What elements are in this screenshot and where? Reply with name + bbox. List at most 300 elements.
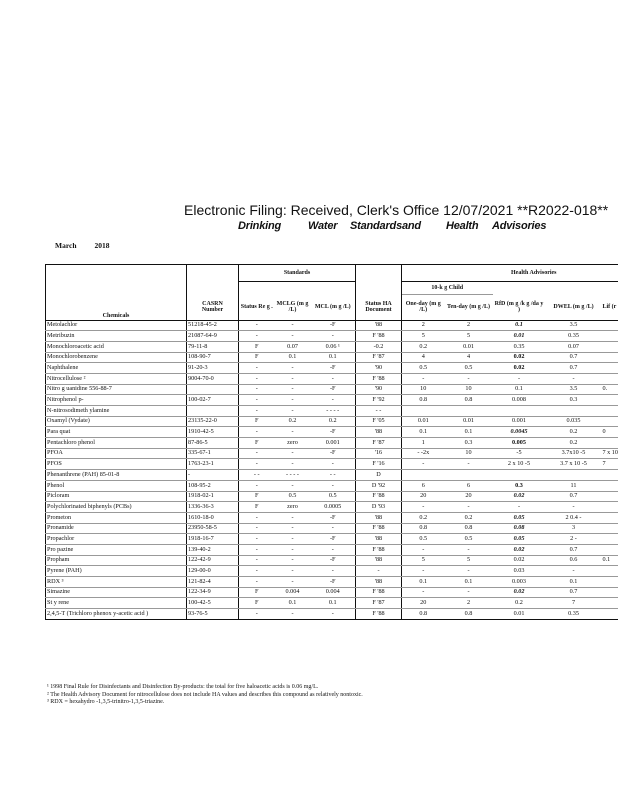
- cell-rfd: 0.02: [493, 491, 546, 502]
- cell-rfd: 0.02: [493, 352, 546, 363]
- cell-mcl: 0.001: [311, 438, 356, 449]
- cell-one-day: -: [402, 566, 445, 577]
- cell-mclg: -: [275, 406, 311, 417]
- header-blank: [546, 282, 602, 295]
- cell-mcl: 0.0005: [311, 502, 356, 513]
- cell-chemical: N-nitrosodimeth ylamine: [46, 406, 187, 417]
- cell-mclg: - - - -: [275, 470, 311, 481]
- cell-rfd: [493, 406, 546, 417]
- cell-mcl: 0.004: [311, 587, 356, 598]
- cell-mclg: 0.1: [275, 598, 311, 609]
- cell-mcl: 0.1: [311, 352, 356, 363]
- cell-mclg: -: [275, 577, 311, 588]
- cell-ten-day: 5: [445, 555, 493, 566]
- cell-status-reg: F: [239, 587, 275, 598]
- cell-one-day: - -2x: [402, 448, 445, 459]
- cell-status-ha: '90: [356, 363, 402, 374]
- cell-status-ha: '88: [356, 427, 402, 438]
- cell-lifetime: [602, 512, 618, 523]
- cell-status-reg: -: [239, 331, 275, 342]
- cell-mclg: -: [275, 523, 311, 534]
- cell-mclg: -: [275, 544, 311, 555]
- cell-ten-day: -: [445, 544, 493, 555]
- table-row: [46, 427, 618, 438]
- cell-ten-day: 0.1: [445, 577, 493, 588]
- cell-dwel: [546, 470, 602, 481]
- header-child: 10-k g Child: [402, 282, 493, 295]
- cell-ten-day: 0.8: [445, 523, 493, 534]
- cell-dwel: 2 -: [546, 534, 602, 545]
- cell-chemical: Picloram: [46, 491, 187, 502]
- table-row: [46, 384, 618, 395]
- cell-mclg: 0.5: [275, 491, 311, 502]
- cell-rfd: 0.35: [493, 341, 546, 352]
- subtitle-word: Health: [446, 220, 479, 232]
- cell-mcl: -: [311, 395, 356, 406]
- cell-ten-day: 0.8: [445, 609, 493, 620]
- cell-lifetime: [602, 438, 618, 449]
- cell-mcl: -: [311, 480, 356, 491]
- cell-mcl: 0.06 ¹: [311, 341, 356, 352]
- header-one-day: One-day (m g /L): [402, 295, 445, 321]
- cell-lifetime: 0: [602, 427, 618, 438]
- cell-dwel: 11: [546, 480, 602, 491]
- cell-one-day: 0.2: [402, 341, 445, 352]
- cell-casrn: 108-95-2: [187, 480, 239, 491]
- cell-status-reg: -: [239, 566, 275, 577]
- cell-one-day: [402, 406, 445, 417]
- header-blank: [356, 265, 402, 282]
- cell-casrn: 335-67-1: [187, 448, 239, 459]
- cell-lifetime: [602, 491, 618, 502]
- document-subtitle: [238, 220, 546, 232]
- cell-dwel: 0.7: [546, 544, 602, 555]
- header-number-label: Number: [201, 307, 224, 313]
- cell-mclg: zero: [275, 502, 311, 513]
- filing-banner: Electronic Filing: Received, Clerk's Office 12/07/2021 **R2022-018**: [184, 202, 609, 218]
- header-blank: [46, 282, 187, 295]
- cell-chemical: Nitrophenol p-: [46, 395, 187, 406]
- cell-casrn: 1910-42-5: [187, 427, 239, 438]
- cell-mcl: -: [311, 459, 356, 470]
- cell-lifetime: [602, 470, 618, 481]
- table-row: [46, 341, 618, 352]
- cell-dwel: 2 0.4 -: [546, 512, 602, 523]
- table-row: [46, 320, 618, 331]
- header-blank: [602, 282, 618, 295]
- cell-dwel: 3.5: [546, 384, 602, 395]
- cell-status-ha: F '88: [356, 491, 402, 502]
- header-blank: [275, 282, 311, 295]
- cell-status-reg: F: [239, 352, 275, 363]
- table-row: [46, 480, 618, 491]
- cell-ten-day: 0.01: [445, 416, 493, 427]
- header-blank: [46, 265, 187, 282]
- footnote-3: ³ RDX = hexahydro -1,3,5-trinitro-1,3,5-triazine.: [47, 699, 165, 705]
- cell-casrn: 122-34-9: [187, 587, 239, 598]
- cell-chemical: Prometon: [46, 512, 187, 523]
- cell-dwel: 0.7: [546, 363, 602, 374]
- cell-lifetime: [602, 544, 618, 555]
- cell-chemical: Simazine: [46, 587, 187, 598]
- header-chemicals: Chemicals: [46, 295, 187, 321]
- cell-chemical: Monochloroacetic acid: [46, 341, 187, 352]
- cell-mclg: -: [275, 555, 311, 566]
- cell-rfd: 0.05: [493, 534, 546, 545]
- cell-dwel: 0.3: [546, 395, 602, 406]
- cell-rfd: [493, 470, 546, 481]
- cell-ten-day: 0.01: [445, 341, 493, 352]
- cell-status-reg: -: [239, 320, 275, 331]
- cell-status-reg: -: [239, 459, 275, 470]
- header-mclg: MCLG (m g /L): [275, 295, 311, 321]
- cell-dwel: 0.035: [546, 416, 602, 427]
- cell-mcl: 0.1: [311, 598, 356, 609]
- cell-status-ha: F '16: [356, 459, 402, 470]
- cell-casrn: 100-02-7: [187, 395, 239, 406]
- cell-one-day: 2: [402, 320, 445, 331]
- cell-mclg: -: [275, 427, 311, 438]
- cell-mcl: - -: [311, 470, 356, 481]
- cell-status-reg: F: [239, 438, 275, 449]
- cell-ten-day: -: [445, 587, 493, 598]
- cell-chemical: RDX ³: [46, 577, 187, 588]
- table-row: [46, 555, 618, 566]
- cell-rfd: 2 x 10 -5: [493, 459, 546, 470]
- header-rfd: RfD (m g /k g /da y ): [493, 295, 546, 321]
- cell-rfd: 0.03: [493, 566, 546, 577]
- cell-dwel: 0.2: [546, 427, 602, 438]
- cell-status-ha: '88: [356, 577, 402, 588]
- header-casrn: [187, 295, 239, 321]
- cell-status-reg: -: [239, 577, 275, 588]
- cell-dwel: 0.7: [546, 491, 602, 502]
- cell-one-day: 0.5: [402, 534, 445, 545]
- table-row: [46, 534, 618, 545]
- cell-mcl: -: [311, 544, 356, 555]
- cell-dwel: 0.07: [546, 341, 602, 352]
- cell-mcl: -: [311, 609, 356, 620]
- standards-table: [45, 264, 618, 620]
- cell-chemical: Propham: [46, 555, 187, 566]
- cell-status-reg: F: [239, 598, 275, 609]
- cell-mcl: -F: [311, 512, 356, 523]
- cell-rfd: 0.02: [493, 587, 546, 598]
- cell-mcl: 0.2: [311, 416, 356, 427]
- cell-lifetime: [602, 523, 618, 534]
- cell-one-day: 20: [402, 491, 445, 502]
- footnote-1: ¹ 1998 Final Rule for Disinfectants and Disinfection By-products: the total for five haloacetic acids is 0.06 mg/L.: [47, 684, 319, 690]
- cell-lifetime: 7: [602, 459, 618, 470]
- cell-one-day: 0.1: [402, 577, 445, 588]
- header-health-advisories: Health Advisories: [402, 265, 618, 282]
- cell-ten-day: 6: [445, 480, 493, 491]
- cell-mcl: -F: [311, 384, 356, 395]
- cell-mcl: -F: [311, 448, 356, 459]
- cell-mclg: -: [275, 395, 311, 406]
- table-row: [46, 577, 618, 588]
- subtitle-word: Advisories: [492, 220, 547, 232]
- cell-one-day: -: [402, 373, 445, 384]
- cell-mcl: -: [311, 373, 356, 384]
- cell-lifetime: [602, 577, 618, 588]
- header-status-ha: Status HA Document: [356, 295, 402, 321]
- cell-mclg: -: [275, 534, 311, 545]
- cell-chemical: PFOA: [46, 448, 187, 459]
- cell-mclg: -: [275, 363, 311, 374]
- cell-dwel: -: [546, 373, 602, 384]
- cell-mcl: -F: [311, 427, 356, 438]
- table-row: [46, 373, 618, 384]
- cell-status-ha: '88: [356, 555, 402, 566]
- cell-status-reg: -: [239, 555, 275, 566]
- cell-casrn: 122-42-9: [187, 555, 239, 566]
- cell-casrn: 9004-70-0: [187, 373, 239, 384]
- cell-casrn: 87-86-5: [187, 438, 239, 449]
- cell-one-day: 1: [402, 438, 445, 449]
- cell-mclg: 0.07: [275, 341, 311, 352]
- cell-status-ha: F '87: [356, 598, 402, 609]
- table-row: [46, 459, 618, 470]
- cell-chemical: Polychlorinated biphenyls (PCBs): [46, 502, 187, 513]
- cell-ten-day: 5: [445, 331, 493, 342]
- cell-rfd: 0.01: [493, 331, 546, 342]
- cell-status-ha: F '88: [356, 331, 402, 342]
- cell-chemical: Oxamyl (Vydate): [46, 416, 187, 427]
- cell-casrn: 79-11-8: [187, 341, 239, 352]
- cell-rfd: 0.008: [493, 395, 546, 406]
- table-row: [46, 438, 618, 449]
- table-row: [46, 331, 618, 342]
- cell-mclg: zero: [275, 438, 311, 449]
- cell-chemical: Monochlorobenzene: [46, 352, 187, 363]
- cell-lifetime: 0.1: [602, 555, 618, 566]
- header-ten-day: Ten-day (m g /L): [445, 295, 493, 321]
- cell-status-reg: - -: [239, 470, 275, 481]
- cell-rfd: 0.05: [493, 512, 546, 523]
- cell-status-ha: D '92: [356, 480, 402, 491]
- cell-one-day: -: [402, 587, 445, 598]
- cell-mclg: 0.2: [275, 416, 311, 427]
- cell-mcl: -F: [311, 534, 356, 545]
- table-row: [46, 598, 618, 609]
- cell-chemical: Metolachlor: [46, 320, 187, 331]
- cell-lifetime: [602, 416, 618, 427]
- header-standards: Standards: [239, 265, 356, 282]
- cell-ten-day: 2: [445, 320, 493, 331]
- cell-ten-day: 10: [445, 384, 493, 395]
- cell-status-reg: -: [239, 609, 275, 620]
- cell-chemical: Pentachloro phenol: [46, 438, 187, 449]
- cell-rfd: 0.0045: [493, 427, 546, 438]
- cell-dwel: 3.5: [546, 320, 602, 331]
- cell-ten-day: 0.5: [445, 363, 493, 374]
- cell-mclg: -: [275, 448, 311, 459]
- cell-casrn: 21087-64-9: [187, 331, 239, 342]
- date-year: 2018: [94, 241, 110, 250]
- cell-chemical: Nitro g uanidine 556-88-7: [46, 384, 187, 395]
- cell-status-reg: -: [239, 544, 275, 555]
- cell-one-day: 5: [402, 555, 445, 566]
- cell-casrn: 93-76-5: [187, 609, 239, 620]
- cell-status-ha: '16: [356, 448, 402, 459]
- cell-lifetime: 0.: [602, 384, 618, 395]
- cell-one-day: 10: [402, 384, 445, 395]
- cell-casrn: 100-42-5: [187, 598, 239, 609]
- cell-ten-day: -: [445, 502, 493, 513]
- cell-ten-day: 0.5: [445, 534, 493, 545]
- cell-one-day: [402, 470, 445, 481]
- cell-mclg: -: [275, 512, 311, 523]
- cell-one-day: -: [402, 459, 445, 470]
- cell-casrn: 1918-16-7: [187, 534, 239, 545]
- cell-chemical: Propachlor: [46, 534, 187, 545]
- cell-lifetime: [602, 609, 618, 620]
- cell-lifetime: [602, 566, 618, 577]
- cell-lifetime: 7 x 10: [602, 448, 618, 459]
- cell-ten-day: [445, 406, 493, 417]
- cell-status-ha: F '92: [356, 395, 402, 406]
- cell-chemical: Para quat: [46, 427, 187, 438]
- cell-lifetime: [602, 363, 618, 374]
- cell-lifetime: [602, 587, 618, 598]
- cell-status-reg: -: [239, 534, 275, 545]
- cell-status-reg: -: [239, 395, 275, 406]
- cell-casrn: [187, 384, 239, 395]
- cell-status-reg: -: [239, 523, 275, 534]
- cell-mclg: -: [275, 480, 311, 491]
- cell-dwel: 0.1: [546, 577, 602, 588]
- cell-mcl: -: [311, 331, 356, 342]
- cell-rfd: 0.02: [493, 544, 546, 555]
- cell-one-day: 5: [402, 331, 445, 342]
- cell-chemical: Phenanthrene (PAH) 85-01-8: [46, 470, 187, 481]
- cell-mcl: -F: [311, 363, 356, 374]
- cell-casrn: 121-82-4: [187, 577, 239, 588]
- header-blank: [187, 265, 239, 282]
- cell-status-reg: -: [239, 512, 275, 523]
- table-row: [46, 470, 618, 481]
- cell-chemical: St y rene: [46, 598, 187, 609]
- cell-mclg: 0.004: [275, 587, 311, 598]
- cell-dwel: 0.6: [546, 555, 602, 566]
- cell-dwel: 3.7 x 10 -5: [546, 459, 602, 470]
- cell-status-reg: -: [239, 406, 275, 417]
- cell-casrn: 1918-02-1: [187, 491, 239, 502]
- cell-mclg: -: [275, 373, 311, 384]
- cell-mcl: -: [311, 566, 356, 577]
- cell-one-day: 0.1: [402, 427, 445, 438]
- cell-chemical: Pyrene (PAH): [46, 566, 187, 577]
- cell-chemical: Phenol: [46, 480, 187, 491]
- cell-rfd: 0.3: [493, 480, 546, 491]
- cell-status-ha: F '88: [356, 523, 402, 534]
- cell-rfd: 0.001: [493, 416, 546, 427]
- cell-casrn: 1763-23-1: [187, 459, 239, 470]
- cell-status-ha: F '05: [356, 416, 402, 427]
- cell-one-day: 0.8: [402, 609, 445, 620]
- header-blank: [187, 282, 239, 295]
- cell-ten-day: -: [445, 459, 493, 470]
- cell-status-ha: '90: [356, 384, 402, 395]
- cell-status-ha: -: [356, 566, 402, 577]
- header-casrn-label: CASRN: [202, 301, 223, 307]
- cell-mcl: -F: [311, 320, 356, 331]
- cell-one-day: -: [402, 544, 445, 555]
- cell-status-ha: F '88: [356, 373, 402, 384]
- cell-lifetime: [602, 341, 618, 352]
- cell-one-day: 0.8: [402, 395, 445, 406]
- cell-chemical: 2,4,5-T (Trichloro phenox y-acetic acid ): [46, 609, 187, 620]
- cell-one-day: 0.8: [402, 523, 445, 534]
- cell-status-ha: '88: [356, 512, 402, 523]
- cell-status-reg: F: [239, 416, 275, 427]
- cell-status-reg: -: [239, 363, 275, 374]
- cell-rfd: -: [493, 373, 546, 384]
- cell-status-reg: F: [239, 341, 275, 352]
- cell-lifetime: [602, 320, 618, 331]
- cell-casrn: 91-20-3: [187, 363, 239, 374]
- table-row: [46, 491, 618, 502]
- date-month: March: [55, 241, 77, 250]
- cell-chemical: Pronamide: [46, 523, 187, 534]
- header-blank: [239, 282, 275, 295]
- cell-rfd: 0.005: [493, 438, 546, 449]
- cell-rfd: 0.1: [493, 320, 546, 331]
- cell-lifetime: [602, 502, 618, 513]
- cell-dwel: -: [546, 502, 602, 513]
- cell-lifetime: [602, 331, 618, 342]
- header-dwel: DWEL (m g /L): [546, 295, 602, 321]
- cell-ten-day: -: [445, 373, 493, 384]
- cell-chemical: PFOS: [46, 459, 187, 470]
- cell-casrn: 108-90-7: [187, 352, 239, 363]
- cell-casrn: 51218-45-2: [187, 320, 239, 331]
- cell-mclg: -: [275, 320, 311, 331]
- cell-rfd: 0.08: [493, 523, 546, 534]
- cell-status-reg: -: [239, 480, 275, 491]
- cell-status-ha: -0.2: [356, 341, 402, 352]
- cell-one-day: 4: [402, 352, 445, 363]
- cell-ten-day: 20: [445, 491, 493, 502]
- cell-status-reg: -: [239, 427, 275, 438]
- header-blank: [311, 282, 356, 295]
- cell-lifetime: [602, 373, 618, 384]
- table-row: [46, 502, 618, 513]
- cell-casrn: 1336-36-3: [187, 502, 239, 513]
- cell-casrn: 1610-18-0: [187, 512, 239, 523]
- cell-one-day: 20: [402, 598, 445, 609]
- cell-status-ha: F '87: [356, 352, 402, 363]
- document-date: [55, 241, 110, 250]
- cell-rfd: 0.2: [493, 598, 546, 609]
- cell-rfd: 0.1: [493, 384, 546, 395]
- table-row: [46, 512, 618, 523]
- cell-status-ha: - -: [356, 406, 402, 417]
- cell-mclg: -: [275, 609, 311, 620]
- cell-status-ha: D '93: [356, 502, 402, 513]
- cell-one-day: -: [402, 502, 445, 513]
- table-row: [46, 352, 618, 363]
- cell-dwel: 0.2: [546, 438, 602, 449]
- standards-table-container: [45, 264, 618, 676]
- table-row: [46, 523, 618, 534]
- cell-lifetime: [602, 598, 618, 609]
- cell-casrn: 139-40-2: [187, 544, 239, 555]
- cell-ten-day: 0.1: [445, 427, 493, 438]
- cell-status-reg: -: [239, 373, 275, 384]
- cell-one-day: 6: [402, 480, 445, 491]
